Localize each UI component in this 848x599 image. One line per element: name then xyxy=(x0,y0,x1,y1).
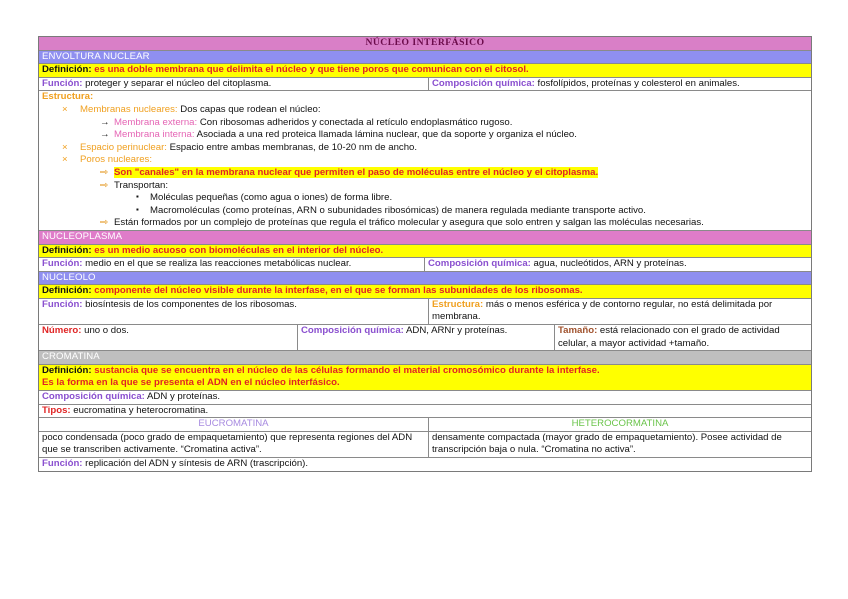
list-item-membranas xyxy=(42,104,808,117)
nucleoplasma-composicion-cell xyxy=(424,258,811,271)
espacio-text: Espacio entre ambas membranas, de 10-20 nm de ancho. xyxy=(166,141,418,153)
tamano-text: está relacionado con el grado de actividad celular, a mayor actividad +tamaño. xyxy=(558,325,780,349)
membranas-label: Membranas nucleares: xyxy=(80,103,178,115)
definition-text: es una doble membrana que delimita el núcleo y que tiene poros que comunican con el citosol. xyxy=(91,64,529,76)
numero-text: uno o dos. xyxy=(81,325,129,337)
cromatina-tipos-descripciones xyxy=(39,432,811,458)
cromatina-tipos-headers xyxy=(39,418,811,432)
composicion-label: Composición química: xyxy=(301,325,404,337)
envoltura-estructura xyxy=(39,91,811,231)
section-header-envoltura: ENVOLTURA NUCLEAR xyxy=(39,51,811,65)
estructura-label: Estructura: xyxy=(432,298,484,310)
square-bullet-icon: ▪ xyxy=(136,204,139,214)
list-item-espacio xyxy=(42,142,808,155)
list-item-poros-canales xyxy=(42,167,808,180)
tipos-label: Tipos: xyxy=(42,404,71,416)
square-bullet-icon: ▪ xyxy=(136,192,139,202)
section-header-nucleoplasma: NUCLEOPLASMA xyxy=(39,231,811,245)
eucromatina-text: poco condensada (poco grado de empaquetamiento) que representa regiones del ADN que se transcriben activamente. “Cromatina activa”. xyxy=(42,431,413,456)
funcion-text: proteger y separar el núcleo del citoplasma. xyxy=(82,77,272,89)
estructura-text: más o menos esférica y de contorno regular, no está delimitada por membrana. xyxy=(432,298,773,323)
nucleolo-numero-composicion-tamano xyxy=(39,325,811,351)
poros-highlight: Son "canales" en la membrana nuclear que permiten el paso de moléculas entre el núcleo y el citoplasma. xyxy=(114,166,599,178)
composicion-label: Composición química: xyxy=(428,258,531,270)
funcion-text: replicación del ADN y síntesis de ARN (trascripción). xyxy=(82,458,309,469)
envoltura-funcion-cell xyxy=(39,78,428,91)
composicion-text: agua, nucleótidos, ARN y proteínas. xyxy=(530,258,687,270)
transportan-text: Transportan: xyxy=(114,179,169,191)
envoltura-composicion-cell xyxy=(428,78,811,91)
externa-label: Membrana externa: xyxy=(114,116,198,128)
x-bullet-icon: × xyxy=(62,141,68,153)
envoltura-definition xyxy=(39,64,811,78)
list-item-interna xyxy=(42,129,808,142)
definition-label: Definición: xyxy=(42,285,92,297)
nucleolo-composicion-cell xyxy=(297,325,554,350)
funcion-label: Función: xyxy=(42,258,83,270)
section-header-cromatina: CROMATINA xyxy=(39,351,811,365)
nucleolo-tamano-cell xyxy=(554,325,811,350)
nucleo-table xyxy=(38,36,812,472)
definition-text: sustancia que se encuentra en el núcleo de las células formando el material cromosómico durante la interfase. xyxy=(91,364,600,376)
tipos-text: eucromatina y heterocromatina. xyxy=(70,404,209,416)
espacio-label: Espacio perinuclear: xyxy=(80,141,167,153)
nucleolo-numero-cell xyxy=(39,325,297,350)
list-item-pequenas xyxy=(42,192,808,205)
nucleoplasma-definition xyxy=(39,245,811,259)
eucromatina-header: EUCROMATINA xyxy=(198,418,269,430)
page-title: NÚCLEO INTERFÁSICO xyxy=(39,37,811,51)
cromatina-funcion xyxy=(39,458,811,471)
funcion-label: Función: xyxy=(42,458,83,469)
composicion-label: Composición química: xyxy=(42,391,145,403)
list-item-externa xyxy=(42,117,808,130)
composicion-text: ADN y proteínas. xyxy=(144,391,221,403)
composicion-text: fosfolípidos, proteínas y colesterol en animales. xyxy=(534,77,740,89)
interna-label: Membrana interna: xyxy=(114,129,195,141)
externa-text: Con ribosomas adheridos y conectada al retículo endoplasmático rugoso. xyxy=(197,116,513,128)
x-bullet-icon: × xyxy=(62,103,68,115)
macro-text: Macromoléculas (como proteínas, ARN o subunidades ribosómicas) de manera regulada mediante transporte activo. xyxy=(150,204,646,216)
cromatina-definition xyxy=(39,365,811,391)
composicion-text: ADN, ARNr y proteínas. xyxy=(403,325,508,337)
hollow-arrow-icon: ⇨ xyxy=(100,166,109,178)
hollow-arrow-icon: ⇨ xyxy=(100,179,109,191)
complejo-text: Están formados por un complejo de proteínas que regula el tráfico molecular y asegura que solo entren y salgan las moléculas necesarias. xyxy=(114,217,704,229)
definition-label: Definición: xyxy=(42,244,92,256)
definition-text: componente del núcleo visible durante la interfase, en el que se forman las subunidades de los ribosomas. xyxy=(91,285,583,297)
section-header-nucleolo: NUCLEOLO xyxy=(39,272,811,286)
nucleoplasma-funcion-cell xyxy=(39,258,424,271)
x-bullet-icon: × xyxy=(62,154,68,166)
pequenas-text: Moléculas pequeñas (como agua o iones) de forma libre. xyxy=(150,192,393,204)
membranas-text: Dos capas que rodean el núcleo: xyxy=(177,103,321,115)
funcion-text: biosíntesis de los componentes de los ribosomas. xyxy=(82,298,297,310)
nucleolo-funcion-estructura xyxy=(39,299,811,325)
list-item-macro xyxy=(42,205,808,218)
definition-text: es un medio acuoso con biomoléculas en el interior del núcleo. xyxy=(91,244,384,256)
funcion-label: Función: xyxy=(42,77,83,89)
funcion-label: Función: xyxy=(42,298,83,310)
composicion-label: Composición química: xyxy=(432,77,535,89)
cromatina-tipos xyxy=(39,405,811,419)
interna-text: Asociada a una red proteica llamada lámina nuclear, que da soporte y organiza el núcleo. xyxy=(194,129,577,141)
nucleoplasma-funcion-composicion xyxy=(39,258,811,272)
estructura-label: Estructura: xyxy=(42,91,94,103)
arrow-right-icon: → xyxy=(100,129,110,141)
envoltura-funcion-composicion xyxy=(39,78,811,92)
nucleolo-funcion-cell xyxy=(39,299,428,324)
heterocromatina-header: HETEROCORMATINA xyxy=(428,418,811,431)
list-item-poros xyxy=(42,154,808,167)
nucleolo-definition xyxy=(39,285,811,299)
definition-label: Definición: xyxy=(42,64,92,76)
definition-label: Definición: xyxy=(42,364,92,376)
numero-label: Número: xyxy=(42,325,82,337)
hollow-arrow-icon: ⇨ xyxy=(100,217,109,229)
list-item-transportan xyxy=(42,180,808,193)
poros-label: Poros nucleares: xyxy=(80,154,152,166)
cromatina-composicion xyxy=(39,391,811,405)
arrow-right-icon: → xyxy=(100,116,110,128)
funcion-text: medio en el que se realiza las reacciones metabólicas nuclear. xyxy=(82,258,352,270)
tamano-label: Tamaño: xyxy=(558,325,598,337)
heterocromatina-text: densamente compactada (mayor grado de empaquetamiento). Posee actividad de transcripción baja o nula. “Cromatina no activa”. xyxy=(428,432,811,457)
nucleolo-estructura-cell xyxy=(428,299,811,324)
definition-text-2: Es la forma en la que se presenta el ADN en el núcleo interfásico. xyxy=(42,377,340,389)
list-item-complejo xyxy=(42,217,808,230)
